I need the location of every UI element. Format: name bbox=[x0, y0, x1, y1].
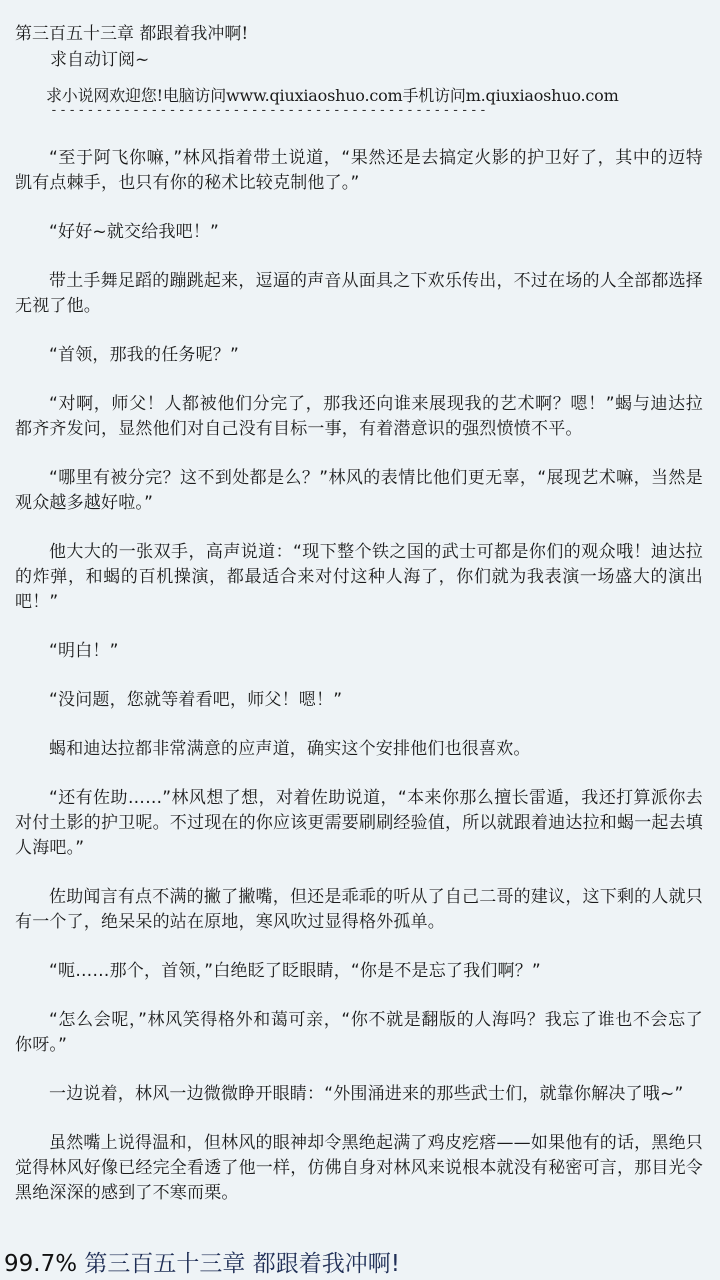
paragraph: 带土手舞足蹈的蹦跳起来，逗逼的声音从面具之下欢乐传出，不过在场的人全部都选择无视了他。 bbox=[15, 271, 703, 316]
paragraph: 蝎和迪达拉都非常满意的应声道，确实这个安排他们也很喜欢。 bbox=[49, 739, 531, 759]
paragraph: 佐助闻言有点不满的撇了撇嘴，但还是乖乖的听从了自己二哥的建议，这下剩的人就只有一个了，绝呆呆的站在原地，寒风吹过显得格外孤单。 bbox=[15, 887, 703, 932]
paragraph: “呃……那个，首领，”白绝眨了眨眼睛，“你是不是忘了我们啊？” bbox=[49, 961, 541, 981]
paragraph: “明白！” bbox=[49, 641, 119, 661]
paragraph: “至于阿飞你嘛，”林风指着带土说道，“果然还是去搞定火影的护卫好了，其中的迈特凯有点棘手，也只有你的秘术比较克制他了。” bbox=[15, 148, 703, 193]
paragraph: “还有佐助……”林风想了想，对着佐助说道，“本来你那么擅长雷遁，我还打算派你去对付土影的护卫呢。不过现在的你应该更需要刷刷经验值，所以就跟着迪达拉和蝎一起去填人海吧。” bbox=[15, 788, 703, 858]
footer-chapter-title: 第三百五十三章 都跟着我冲啊! bbox=[84, 1251, 400, 1277]
paragraph: “没问题，您就等着看吧，师父！嗯！” bbox=[49, 690, 343, 710]
paragraph: 一边说着，林风一边微微睁开眼睛：“外围涌进来的那些武士们，就靠你解决了哦~” bbox=[49, 1084, 684, 1104]
subscribe-note: 求自动订阅~ bbox=[50, 50, 150, 70]
paragraph: 他大大的一张双手，高声说道：“现下整个铁之国的武士可都是你们的观众哦！迪达拉的炸弹，和蝎的百机操演，都最适合来对付这种人海了，你们就为我表演一场盛大的演出吧！” bbox=[15, 542, 703, 612]
paragraph: “对啊，师父！人都被他们分完了，那我还向谁来展现我的艺术啊？嗯！”蝎与迪达拉都齐齐发问，显然他们对自己没有目标一事，有着潜意识的强烈愤愤不平。 bbox=[15, 394, 703, 439]
site-notice: 求小说网欢迎您!电脑访问www.qiuxiaoshuo.com手机访问m.qiuxiaoshuo.com bbox=[46, 86, 619, 105]
reading-status-bar bbox=[4, 1248, 400, 1280]
divider-line: ------------------------------------------------ bbox=[50, 103, 489, 118]
paragraph: “怎么会呢，”林风笑得格外和蔼可亲，“你不就是翻版的人海吗？我忘了谁也不会忘了你呀。” bbox=[15, 1010, 703, 1055]
chapter-body bbox=[15, 146, 703, 1230]
chapter-title: 第三百五十三章 都跟着我冲啊! bbox=[15, 24, 249, 44]
paragraph: “好好~就交给我吧！” bbox=[49, 222, 220, 242]
progress-percent: 99.7% bbox=[4, 1251, 78, 1277]
paragraph: “首领，那我的任务呢？” bbox=[49, 345, 240, 365]
paragraph: 虽然嘴上说得温和，但林风的眼神却令黑绝起满了鸡皮疙瘩——如果他有的话，黑绝只觉得林风好像已经完全看透了他一样，仿佛自身对林风来说根本就没有秘密可言，那目光令黑绝深深的感到了不寒而栗。 bbox=[15, 1133, 703, 1203]
paragraph: “哪里有被分完？这不到处都是么？”林风的表情比他们更无辜，“展现艺术嘛，当然是观众越多越好啦。” bbox=[15, 468, 703, 513]
